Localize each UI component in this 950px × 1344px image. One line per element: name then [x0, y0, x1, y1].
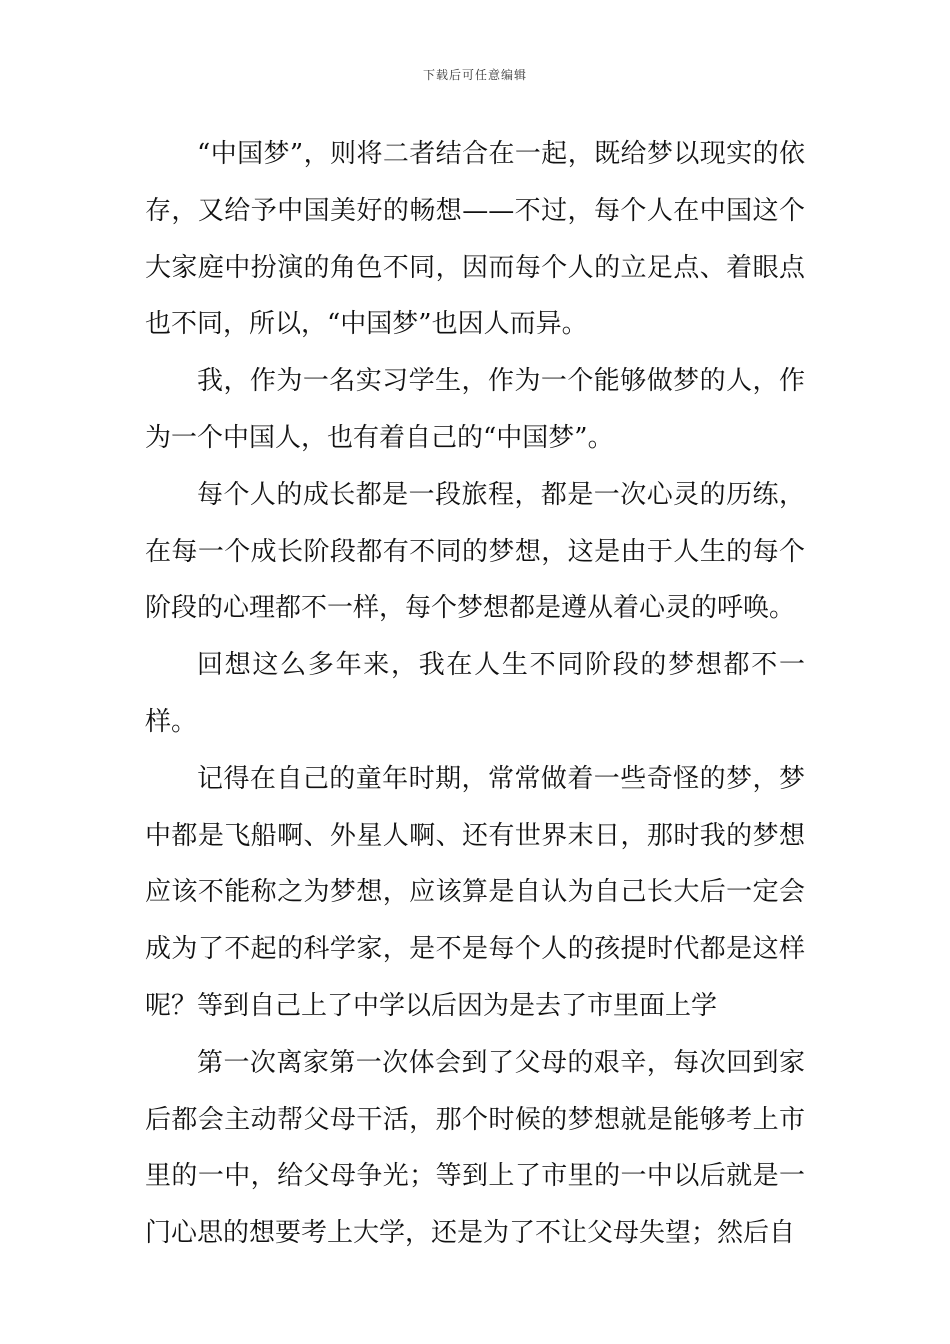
paragraph-6: 第一次离家第一次体会到了父母的艰辛，每次回到家后都会主动帮父母干活，那个时候的梦想就是能够考上市里的一中，给父母争光；等到上了市里的一中以后就是一门心思的想要考上大学，还是为了不让父母失望；然后自: [145, 1047, 805, 1249]
paragraph-4: 回想这么多年来，我在人生不同阶段的梦想都不一样。: [145, 650, 805, 737]
paragraph-5: 记得在自己的童年时期，常常做着一些奇怪的梦，梦中都是飞船啊、外星人啊、还有世界末日，那时我的梦想应该不能称之为梦想，应该算是自认为自己长大后一定会成为了不起的科学家，是不是每个人的孩提时代都是这样呢？等到自己上了中学以后因为是去了市里面上学: [145, 763, 805, 1021]
paragraph-3: 每个人的成长都是一段旅程，都是一次心灵的历练，在每一个成长阶段都有不同的梦想，这是由于人生的每个阶段的心理都不一样，每个梦想都是遵从着心灵的呼唤。: [145, 479, 805, 624]
page-header-note: 下载后可任意编辑: [422, 68, 527, 82]
document-body: [145, 126, 805, 1262]
paragraph-2: 我，作为一名实习学生，作为一个能够做梦的人，作为一个中国人，也有着自己的“中国梦”。: [145, 366, 805, 453]
paragraph-1: “中国梦”，则将二者结合在一起，既给梦以现实的依存，又给予中国美好的畅想——不过，每个人在中国这个大家庭中扮演的角色不同，因而每个人的立足点、着眼点也不同，所以，“中国梦”也因人而异。: [145, 139, 805, 340]
